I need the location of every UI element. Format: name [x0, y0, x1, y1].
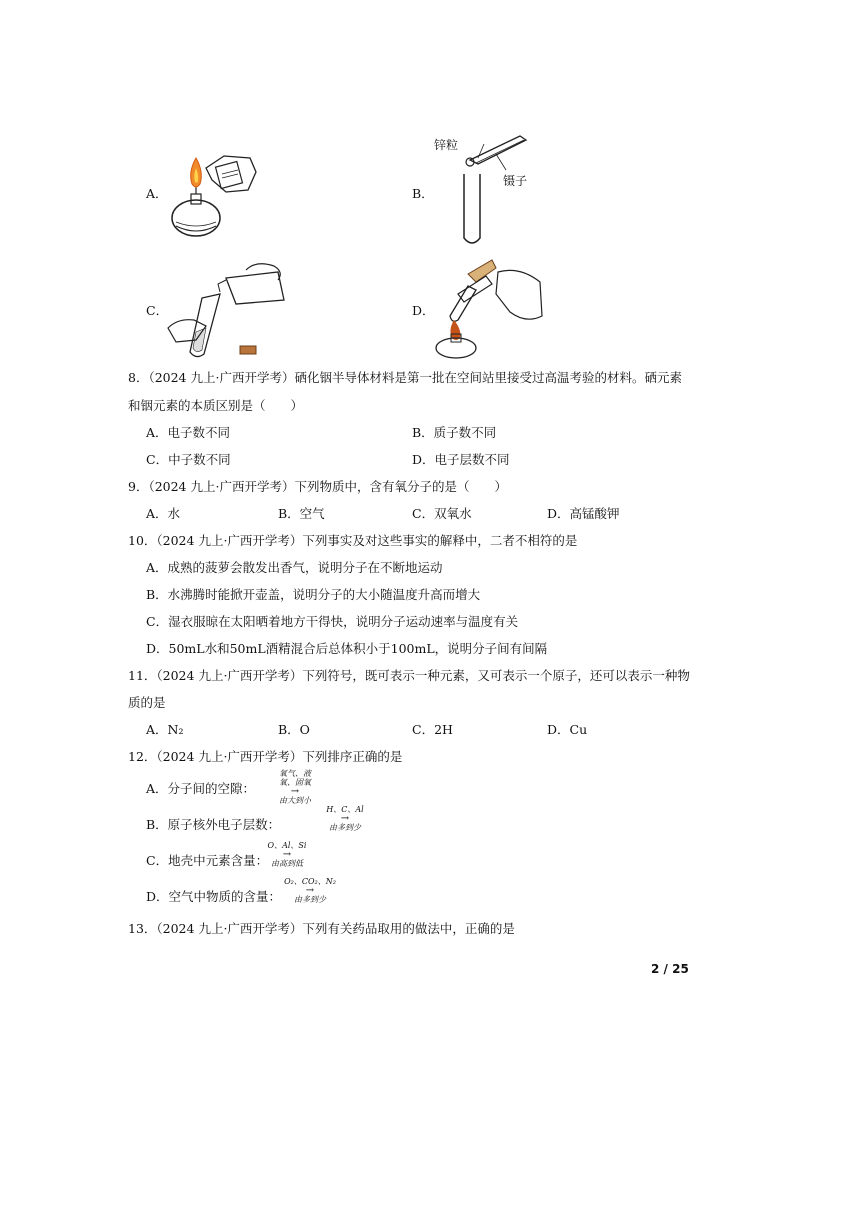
q12-option-c-arrow	[264, 841, 310, 868]
q8-option-a: A．电子数不同	[146, 425, 231, 440]
q8-option-c: C．中子数不同	[146, 452, 231, 467]
q12-option-a-label: A．分子间的空隙：	[146, 781, 256, 796]
heating-test-tube-image	[430, 256, 550, 360]
figure-option-d-label: D．	[412, 303, 435, 318]
q12-c-order: O、Al、Si	[267, 841, 307, 850]
q10-option-a: A．成熟的菠萝会散发出香气，说明分子在不断地运动	[146, 560, 443, 575]
q12-b-direction: 由多到少	[329, 823, 361, 832]
arrow-icon: →	[282, 849, 292, 860]
q11-option-a: A．N₂	[146, 722, 184, 737]
arrow-icon: →	[340, 813, 350, 824]
q12-a-direction: 由大到小	[279, 796, 311, 805]
q12-option-b-arrow	[322, 805, 368, 832]
q12-d-direction: 由多到少	[294, 895, 326, 904]
q8-option-b: B．质子数不同	[412, 425, 497, 440]
zinc-granule-label: 锌粒	[434, 138, 459, 152]
q8-stem-line1: 8．（2024 九上·广西开学考）硒化铟半导体材料是第一批在空间站里接受过高温考验的材料。硒元素	[128, 370, 682, 385]
test-tube-zinc-tweezers-image	[456, 130, 556, 250]
q9-option-b: B．空气	[278, 506, 325, 521]
q12-option-d-arrow	[278, 877, 342, 904]
q11-option-d: D．Cu	[547, 722, 588, 737]
tweezers-label: 镊子	[503, 174, 528, 188]
alcohol-lamp-lighting-image	[166, 150, 266, 242]
figure-option-a-label: A．	[146, 186, 168, 201]
q8-stem-line2: 和铟元素的本质区别是（ ）	[128, 398, 304, 413]
q13-stem: 13．（2024 九上·广西开学考）下列有关药品取用的做法中，正确的是	[128, 921, 515, 936]
q11-stem-line2: 质的是	[128, 695, 166, 710]
figure-option-b-label: B．	[412, 186, 434, 201]
q9-stem: 9．（2024 九上·广西开学考）下列物质中，含有氧分子的是（ ）	[128, 479, 507, 494]
q12-option-c-label: C．地壳中元素含量：	[146, 853, 269, 868]
q12-b-order: H、C、Al	[326, 805, 364, 814]
q12-c-direction: 由高到低	[271, 859, 303, 868]
q12-stem: 12．（2024 九上·广西开学考）下列排序正确的是	[128, 749, 403, 764]
q10-option-c: C．湿衣服晾在太阳晒着地方干得快，说明分子运动速率与温度有关	[146, 614, 519, 629]
q9-option-c: C．双氧水	[412, 506, 472, 521]
arrow-icon: →	[290, 786, 300, 797]
q12-a-order: 氧气、液氧、固氧	[279, 769, 311, 787]
q10-option-d: D．50mL水和50mL酒精混合后总体积小于100mL，说明分子间有间隔	[146, 641, 548, 656]
q10-stem: 10．（2024 九上·广西开学考）下列事实及对这些事实的解释中，二者不相符的是	[128, 533, 578, 548]
q12-option-a-arrow	[272, 769, 318, 805]
q12-option-d-label: D．空气中物质的含量：	[146, 889, 282, 904]
q12-d-order: O₂、CO₂、N₂	[284, 877, 336, 886]
figure-option-c-label: C．	[146, 303, 169, 318]
pouring-liquid-image	[166, 262, 296, 362]
q11-option-b: B．O	[278, 722, 310, 737]
q11-stem-line1: 11．（2024 九上·广西开学考）下列符号，既可表示一种元素，又可表示一个原子，还可以表示一种物	[128, 668, 690, 683]
q9-option-a: A．水	[146, 506, 181, 521]
q9-option-d: D．高锰酸钾	[547, 506, 620, 521]
arrow-icon: →	[305, 885, 315, 896]
q12-option-b-label: B．原子核外电子层数：	[146, 817, 281, 832]
q10-option-b: B．水沸腾时能掀开壶盖，说明分子的大小随温度升高而增大	[146, 587, 481, 602]
page-number: 2 / 25	[651, 962, 689, 976]
q11-option-c: C．2H	[412, 722, 453, 737]
q8-option-d: D．电子层数不同	[412, 452, 510, 467]
